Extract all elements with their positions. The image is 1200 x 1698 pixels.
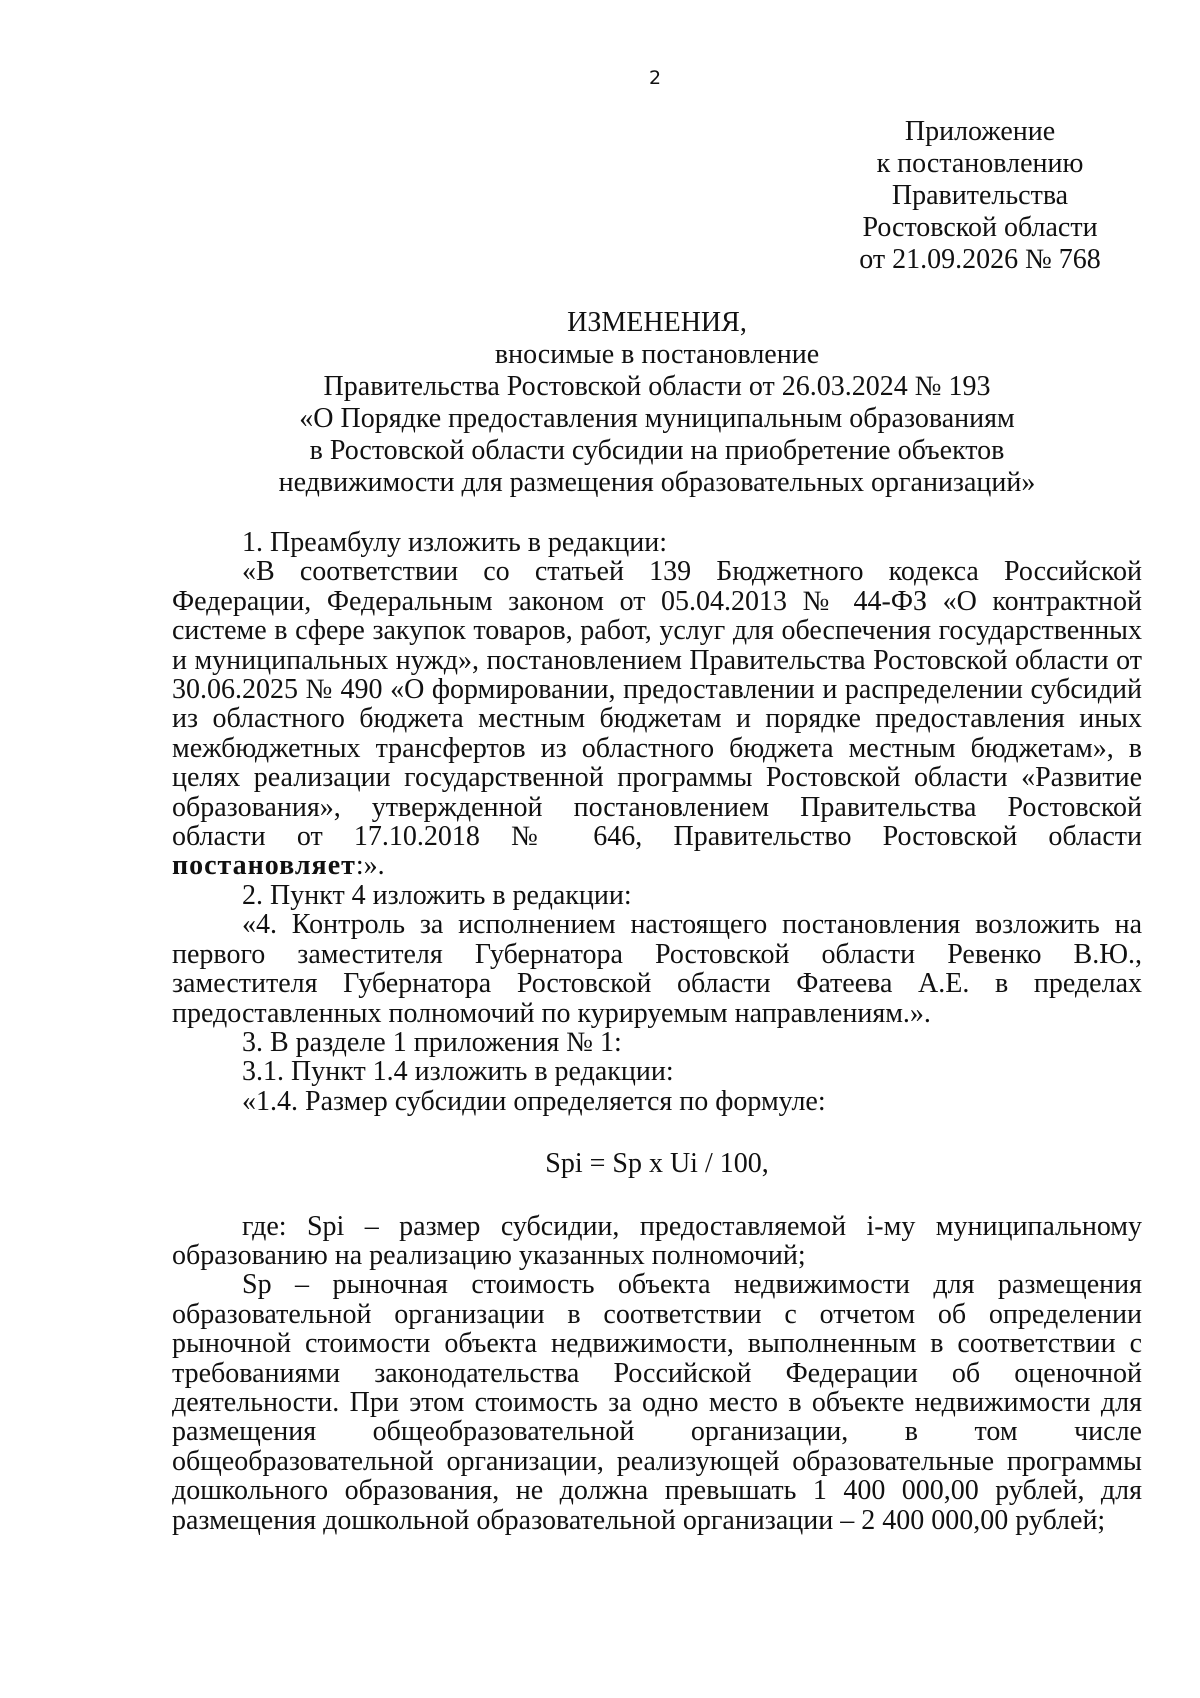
preamble-text: «В соответствии со статьей 139 Бюджетного кодекса Российской Федерации, Федеральным законом от 05.04.2013 № 44-ФЗ «О контрактной системе в сфере закупок товаров, работ, услуг для обеспечения государственных и муниципальных нужд», постановлением Правительства Ростовской области от 30.06.2025 № 490 «О формировании, предоставлении и распределении субсидий из областного бюджета местным бюджетам и порядке предоставления иных межбюджетных трансфертов из областного бюджета местным бюджетам», в целях реализации государственной программы Ростовской области «Развитие образования», утвержденной постановлением Правительства Ростовской области от 17.10.2018 № 646, Правительство Ростовской области <box>172 556 1142 853</box>
page-number: 2 <box>648 67 662 89</box>
heading-line: недвижимости для размещения образовательных организаций» <box>278 467 1036 498</box>
appendix-line: Правительства <box>891 180 1069 211</box>
appendix-line: Приложение <box>904 116 1056 147</box>
preamble-paragraph <box>172 557 1142 880</box>
document-heading <box>172 307 1142 499</box>
sp-definition-paragraph: Sp – рыночная стоимость объекта недвижимости для размещения образовательной организации в соответствии с отчетом об определении рыночной стоимости объекта недвижимости, выполненным в соответствии с требованиями законодательства Российской Федерации об оценочной деятельности. При этом стоимость за одно место в объекте недвижимости для размещения общеобразовательной организации, в том числе общеобразовательной организации, реализующей образовательные программы дошкольного образования, не должна превышать 1 400 000,00 рублей, для размещения дошкольной образовательной организации – 2 400 000,00 рублей; <box>172 1269 1142 1536</box>
preamble-bold-word: постановляет <box>172 850 356 882</box>
item-1: 1. Преамбулу изложить в редакции: <box>242 527 668 558</box>
appendix-block <box>830 116 1130 276</box>
heading-line: Правительства Ростовской области от 26.03.2024 № 193 <box>323 371 991 402</box>
item-2: 2. Пункт 4 изложить в редакции: <box>242 879 632 911</box>
appendix-line: к постановлению <box>876 148 1084 179</box>
item-1-4: «1.4. Размер субсидии определяется по формуле: <box>242 1085 826 1117</box>
where-spi-paragraph: где: Spi – размер субсидии, предоставляемой i-му муниципальному образованию на реализацию указанных полномочий; <box>172 1210 1142 1271</box>
preamble-end: :». <box>355 850 385 882</box>
item-3-1: 3.1. Пункт 1.4 изложить в редакции: <box>242 1056 674 1088</box>
item-3: 3. В разделе 1 приложения № 1: <box>242 1026 622 1058</box>
heading-line: вносимые в постановление <box>494 339 820 370</box>
heading-line: «О Порядке предоставления муниципальным образованиям <box>299 403 1015 434</box>
formula: Spi = Sp x Ui / 100, <box>545 1148 769 1180</box>
document-body <box>172 528 1142 1535</box>
item-2-paragraph: «4. Контроль за исполнением настоящего постановления возложить на первого заместителя Губернатора Ростовской области Ревенко В.Ю., заместителя Губернатора Ростовской области Фатеева А.Е. в пределах предоставленных полномочий по курируемым направлениям.». <box>172 909 1142 1029</box>
appendix-line: Ростовской области <box>862 212 1098 243</box>
heading-title: ИЗМЕНЕНИЯ, <box>567 307 747 338</box>
appendix-line: от 21.09.2026 № 768 <box>859 244 1101 275</box>
heading-line: в Ростовской области субсидии на приобретение объектов <box>309 435 1005 466</box>
